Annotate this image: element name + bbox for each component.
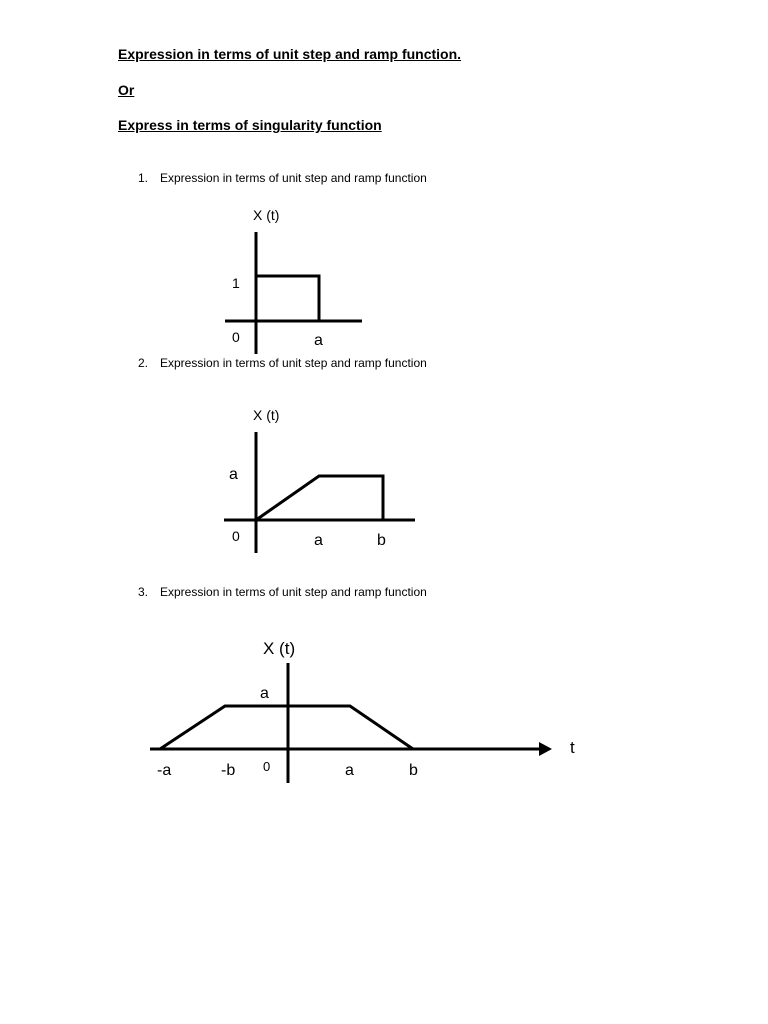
list-item-number: 2.: [138, 356, 149, 370]
figure-2-ylabel: X (t): [253, 407, 280, 423]
figure-1-ylabel: X (t): [253, 207, 280, 223]
singularity-heading: Express in terms of singularity function: [118, 117, 382, 133]
list-item-number: 3.: [138, 585, 149, 599]
list-item-text: Expression in terms of unit step and ramp function: [160, 585, 427, 599]
figure-3-origin-label: 0: [263, 759, 271, 774]
figure-3-arrow-icon: [539, 742, 552, 756]
figure-3-tick-neg-b: -b: [221, 762, 236, 779]
figure-2-signal: [256, 476, 383, 520]
figure-3-tick-a: a: [345, 762, 354, 779]
list-item-text: Expression in terms of unit step and ramp function: [160, 356, 427, 370]
figure-3-trapezoid: [150, 639, 575, 783]
figure-3-ylabel: X (t): [263, 639, 296, 658]
or-heading: Or: [118, 82, 135, 98]
list-item-text: Expression in terms of unit step and ramp function: [160, 171, 427, 185]
figure-2-tick-a: a: [314, 532, 323, 549]
document-title: Expression in terms of unit step and ramp function.: [118, 46, 462, 62]
figure-1-tick-a: a: [314, 332, 323, 349]
list-item-number: 1.: [138, 171, 149, 185]
figure-1-origin-label: 0: [232, 329, 240, 345]
figure-2-ramp-step: [224, 407, 415, 553]
figure-3-tick-neg-a: -a: [157, 762, 172, 779]
figure-3-xlabel: t: [570, 738, 575, 757]
figure-3-level-label: a: [260, 685, 269, 702]
figure-2-origin-label: 0: [232, 528, 240, 544]
figure-1-level-label: 1: [232, 275, 240, 291]
figure-1-signal: [256, 276, 319, 321]
figure-1-rectangular-pulse: [225, 207, 362, 354]
figure-2-level-label: a: [229, 466, 238, 483]
figure-2-tick-b: b: [377, 532, 386, 549]
figure-3-tick-b: b: [409, 762, 418, 779]
